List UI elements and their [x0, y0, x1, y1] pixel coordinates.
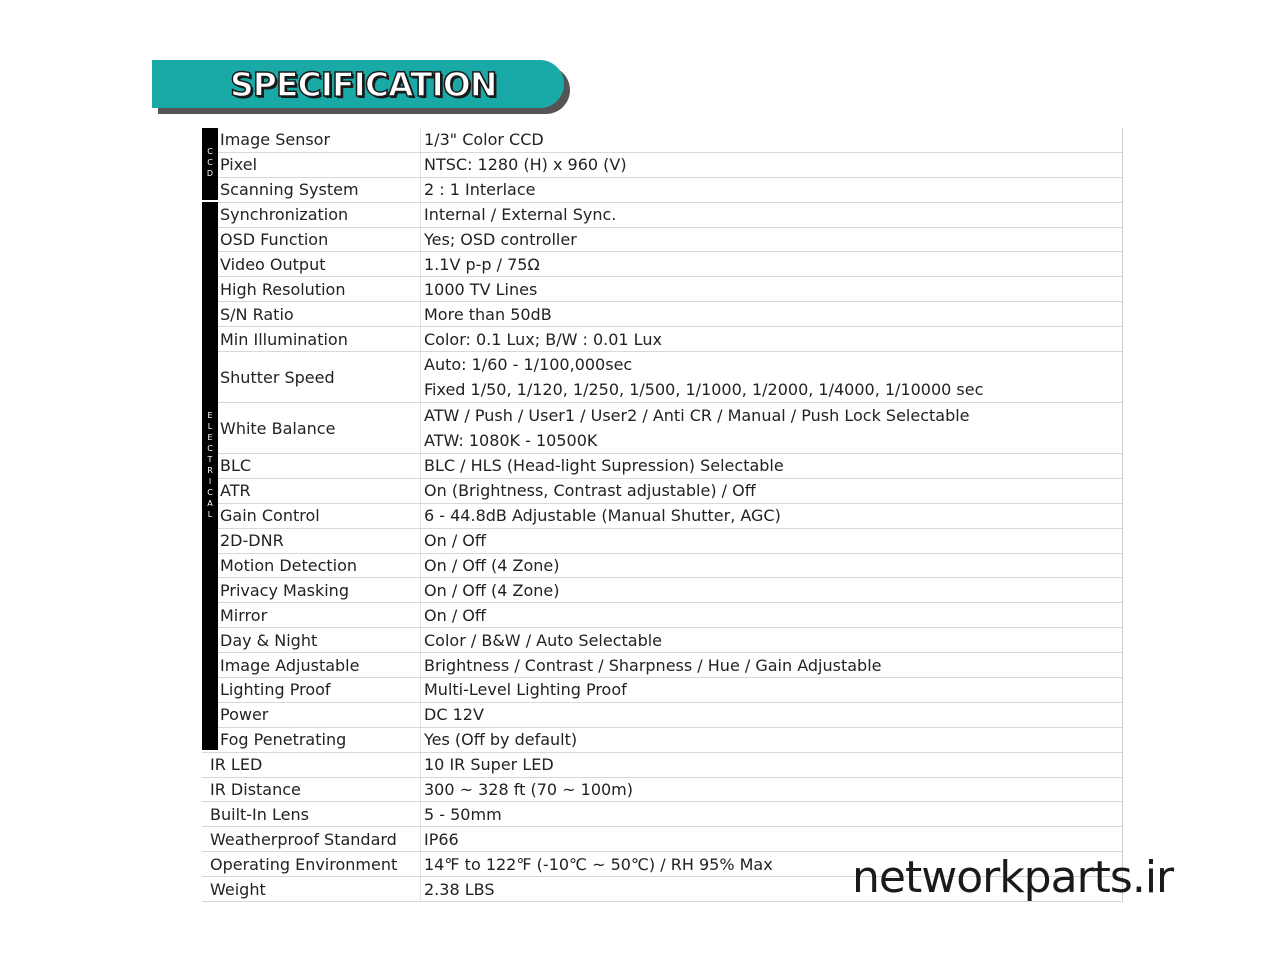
- spec-label: Weatherproof Standard: [210, 829, 397, 849]
- spec-value: 2.38 LBS: [424, 879, 495, 899]
- group-label-letter: C: [207, 488, 213, 497]
- spec-label: BLC: [220, 456, 252, 476]
- spec-label: OSD Function: [220, 230, 329, 249]
- electrical-group-label: [202, 410, 218, 520]
- spec-row: [202, 252, 1122, 277]
- spec-value: NTSC: 1280 (H) x 960 (V): [424, 155, 627, 175]
- spec-row: [202, 529, 1122, 554]
- electrical-group-band: [202, 202, 218, 750]
- spec-label: Synchronization: [220, 205, 349, 225]
- group-label-letter: A: [207, 499, 213, 508]
- group-label-letter: T: [207, 455, 213, 464]
- page-title: SPECIFICATION: [230, 65, 497, 104]
- spec-row: [202, 603, 1122, 628]
- spec-row: [202, 504, 1122, 529]
- spec-label: White Balance: [220, 418, 336, 438]
- spec-row: [202, 479, 1122, 504]
- spec-value: 1000 TV Lines: [424, 279, 538, 299]
- spec-label: Day & Night: [220, 630, 318, 650]
- spec-row: [202, 554, 1122, 579]
- group-label-letter: D: [206, 169, 214, 178]
- spec-row: [202, 277, 1122, 302]
- spec-value: Multi-Level Lighting Proof: [424, 680, 627, 700]
- spec-label: Mirror: [220, 605, 268, 625]
- spec-row: [202, 753, 1122, 778]
- ccd-group-label: [202, 146, 218, 179]
- spec-value: 6 - 44.8dB Adjustable (Manual Shutter, AGC): [424, 506, 781, 526]
- spec-label: Operating Environment: [210, 854, 398, 874]
- spec-label: Power: [220, 705, 269, 725]
- spec-value: 10 IR Super LED: [424, 755, 554, 775]
- spec-label: IR LED: [210, 755, 263, 775]
- spec-value: On / Off (4 Zone): [424, 556, 560, 576]
- group-label-letter: C: [207, 158, 213, 167]
- spec-label: Gain Control: [220, 506, 320, 526]
- spec-row: [202, 678, 1122, 703]
- spec-value: 1/3" Color CCD: [424, 130, 544, 150]
- group-label-letter: L: [207, 422, 213, 431]
- spec-row: [202, 327, 1122, 352]
- spec-value: ATW / Push / User1 / User2 / Anti CR / Manual / Push Lock Selectable ATW: 1080K - 10500K: [424, 406, 970, 451]
- spec-row: [202, 403, 1122, 454]
- spec-value: Yes; OSD controller: [424, 230, 577, 250]
- spec-value: Brightness / Contrast / Sharpness / Hue / Gain Adjustable: [424, 655, 882, 675]
- spec-value: Internal / External Sync.: [424, 205, 617, 225]
- spec-value: Auto: 1/60 - 1/100,000sec Fixed 1/50, 1/120, 1/250, 1/500, 1/1000, 1/2000, 1/4000, 1/10000 sec: [424, 355, 984, 400]
- spec-label: IR Distance: [210, 780, 301, 800]
- spec-row: [202, 178, 1122, 203]
- spec-value: 2 : 1 Interlace: [424, 180, 536, 200]
- spec-row: [202, 128, 1122, 153]
- spec-label: Motion Detection: [220, 556, 358, 576]
- spec-value: 300 ~ 328 ft (70 ~ 100m): [424, 780, 633, 800]
- spec-value: DC 12V: [424, 705, 484, 725]
- spec-row: [202, 228, 1122, 253]
- spec-value: On / Off: [424, 531, 486, 551]
- spec-label: Video Output: [220, 254, 326, 274]
- spec-value: On / Off (4 Zone): [424, 580, 560, 600]
- spec-value: BLC / HLS (Head-light Supression) Selectable: [424, 456, 784, 476]
- group-label-letter: I: [208, 477, 212, 486]
- spec-row: [202, 203, 1122, 228]
- spec-value: On (Brightness, Contrast adjustable) / Off: [424, 481, 756, 501]
- banner-body: [152, 60, 564, 108]
- spec-label: Built-In Lens: [210, 804, 309, 824]
- spec-row: [202, 302, 1122, 327]
- spec-label: Fog Penetrating: [220, 730, 347, 750]
- group-label-letter: L: [207, 510, 213, 519]
- spec-value: Yes (Off by default): [424, 730, 578, 750]
- spec-value: IP66: [424, 829, 459, 849]
- group-label-letter: C: [207, 444, 213, 453]
- spec-row: [202, 653, 1122, 678]
- spec-row: [202, 153, 1122, 178]
- spec-value: Color: 0.1 Lux; B/W : 0.01 Lux: [424, 329, 662, 349]
- spec-label: Image Sensor: [220, 130, 331, 150]
- group-label-letter: E: [207, 411, 213, 420]
- spec-value: 14℉ to 122℉ (-10℃ ~ 50℃) / RH 95% Max: [424, 854, 773, 874]
- spec-label: Pixel: [220, 155, 258, 175]
- spec-value: On / Off: [424, 605, 486, 625]
- spec-label: ATR: [220, 481, 251, 501]
- spec-label: Privacy Masking: [220, 580, 349, 600]
- group-label-letter: R: [207, 466, 213, 475]
- watermark-logo: networkparts.ir: [852, 852, 1174, 903]
- spec-row: [202, 703, 1122, 728]
- spec-label: S/N Ratio: [220, 304, 294, 324]
- spec-header-banner: [152, 60, 572, 114]
- spec-label: Image Adjustable: [220, 655, 360, 675]
- spec-value: 5 - 50mm: [424, 804, 502, 824]
- spec-table: [202, 128, 1123, 902]
- spec-value: Color / B&W / Auto Selectable: [424, 630, 663, 650]
- group-label-letter: E: [207, 433, 213, 442]
- spec-label: Weight: [210, 879, 266, 899]
- spec-label: 2D-DNR: [220, 531, 284, 551]
- spec-row: [202, 628, 1122, 653]
- spec-row: [202, 827, 1122, 852]
- spec-label: Lighting Proof: [220, 680, 331, 700]
- spec-label: Min Illumination: [220, 329, 348, 349]
- spec-label: Scanning System: [220, 180, 359, 200]
- spec-label: Shutter Speed: [220, 367, 335, 387]
- spec-value: 1.1V p-p / 75Ω: [424, 254, 540, 274]
- spec-label: High Resolution: [220, 279, 346, 299]
- spec-row: [202, 578, 1122, 603]
- group-label-letter: C: [207, 147, 213, 156]
- spec-row: [202, 728, 1122, 753]
- spec-value: More than 50dB: [424, 304, 552, 324]
- spec-row: [202, 352, 1122, 403]
- spec-row: [202, 802, 1122, 827]
- spec-row: [202, 454, 1122, 479]
- spec-row: [202, 778, 1122, 803]
- ccd-group-band: [202, 128, 218, 200]
